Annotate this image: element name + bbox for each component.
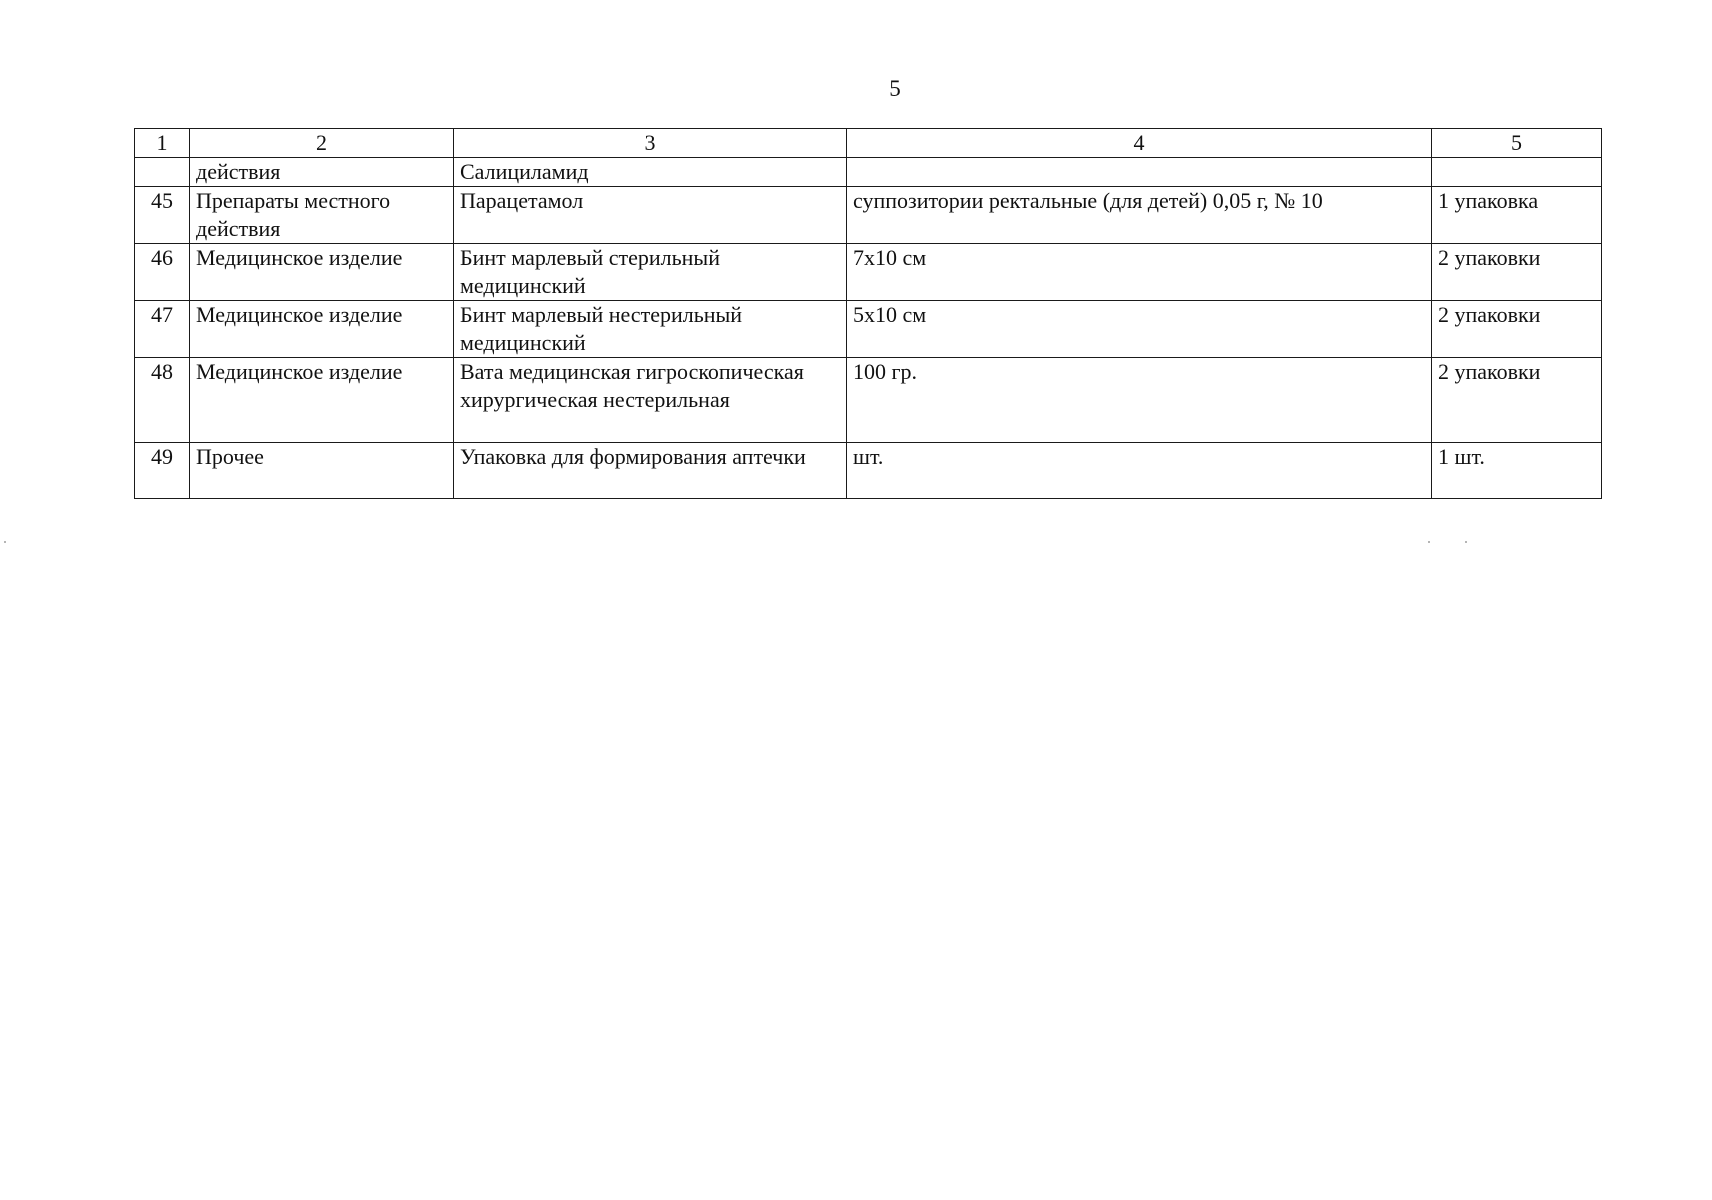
quantity-cell: 2 упаковки bbox=[1432, 358, 1602, 443]
quantity-cell bbox=[1432, 158, 1602, 187]
table-row bbox=[135, 301, 1602, 358]
table-row bbox=[135, 158, 1602, 187]
category-cell: Медицинское изделие bbox=[190, 244, 454, 301]
form-cell: 100 гр. bbox=[847, 358, 1432, 443]
column-header: 3 bbox=[454, 129, 847, 158]
category-cell: Медицинское изделие bbox=[190, 358, 454, 443]
table-header-row bbox=[135, 129, 1602, 158]
page-number: 5 bbox=[889, 76, 901, 101]
scan-speck bbox=[4, 541, 6, 543]
row-number: 45 bbox=[135, 187, 190, 244]
table-row bbox=[135, 443, 1602, 499]
form-cell bbox=[847, 158, 1432, 187]
column-header: 4 bbox=[847, 129, 1432, 158]
item-name-cell: Салициламид bbox=[454, 158, 847, 187]
item-name-cell: Парацетамол bbox=[454, 187, 847, 244]
item-name-cell: Бинт марлевый стерильный медицинский bbox=[454, 244, 847, 301]
scan-speck bbox=[1465, 541, 1467, 543]
item-name-cell: Упаковка для формирования аптечки bbox=[454, 443, 847, 499]
quantity-cell: 2 упаковки bbox=[1432, 244, 1602, 301]
column-header: 1 bbox=[135, 129, 190, 158]
table-row bbox=[135, 187, 1602, 244]
row-number: 48 bbox=[135, 358, 190, 443]
row-number: 49 bbox=[135, 443, 190, 499]
column-header: 2 bbox=[190, 129, 454, 158]
scan-speck bbox=[1428, 541, 1430, 543]
form-cell: суппозитории ректальные (для детей) 0,05 г, № 10 bbox=[847, 187, 1432, 244]
category-cell: Прочее bbox=[190, 443, 454, 499]
form-cell: 5х10 см bbox=[847, 301, 1432, 358]
category-cell: действия bbox=[190, 158, 454, 187]
item-name-cell: Бинт марлевый нестерильный медицинский bbox=[454, 301, 847, 358]
quantity-cell: 1 упаковка bbox=[1432, 187, 1602, 244]
form-cell: шт. bbox=[847, 443, 1432, 499]
category-cell: Медицинское изделие bbox=[190, 301, 454, 358]
item-name-cell: Вата медицинская гигроскопическая хирургическая нестерильная bbox=[454, 358, 847, 443]
items-table bbox=[134, 128, 1602, 499]
row-number bbox=[135, 158, 190, 187]
category-cell: Препараты местного действия bbox=[190, 187, 454, 244]
quantity-cell: 2 упаковки bbox=[1432, 301, 1602, 358]
row-number: 47 bbox=[135, 301, 190, 358]
row-number: 46 bbox=[135, 244, 190, 301]
column-header: 5 bbox=[1432, 129, 1602, 158]
quantity-cell: 1 шт. bbox=[1432, 443, 1602, 499]
form-cell: 7х10 см bbox=[847, 244, 1432, 301]
table-row bbox=[135, 358, 1602, 443]
table-row bbox=[135, 244, 1602, 301]
